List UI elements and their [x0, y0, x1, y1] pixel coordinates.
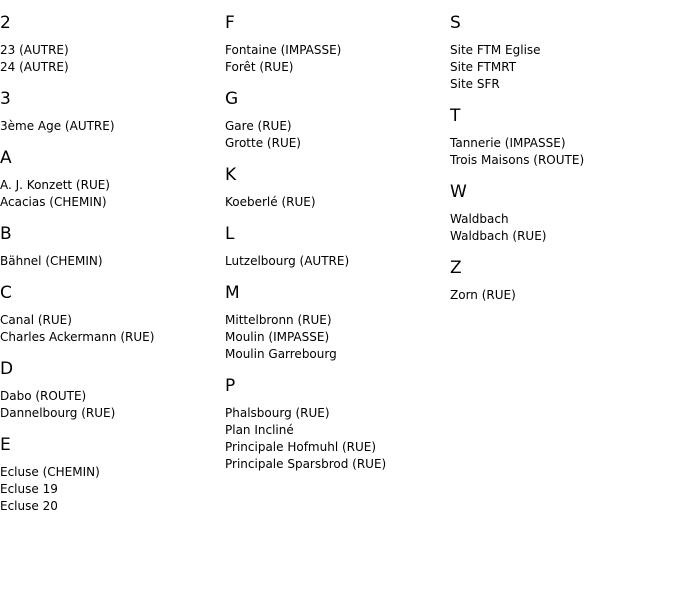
index-group-m: [225, 282, 445, 363]
street-entry[interactable]: Lutzelbourg (AUTRE): [225, 254, 350, 268]
street-entry[interactable]: Phalsbourg (RUE): [225, 406, 330, 420]
street-entry[interactable]: Ecluse (CHEMIN): [0, 465, 100, 479]
group-letter: M: [225, 283, 240, 303]
index-group-e: [0, 434, 220, 515]
group-letter: P: [225, 376, 236, 396]
group-letter: Z: [450, 258, 462, 278]
street-entry[interactable]: Trois Maisons (ROUTE): [450, 153, 585, 167]
street-entry[interactable]: Moulin Garrebourg: [225, 347, 337, 361]
entry-list: [0, 388, 220, 422]
entry-list: [0, 42, 220, 76]
entry-list: [0, 253, 220, 270]
index-group-s: [450, 12, 670, 93]
street-entry[interactable]: Fontaine (IMPASSE): [225, 43, 342, 57]
street-entry[interactable]: Ecluse 20: [0, 499, 58, 513]
group-letter: F: [225, 13, 235, 33]
street-entry[interactable]: Dannelbourg (RUE): [0, 406, 116, 420]
index-group-k: [225, 164, 445, 211]
index-column-3: [450, 12, 670, 304]
index-group-z: [450, 257, 670, 304]
street-entry[interactable]: Forêt (RUE): [225, 60, 294, 74]
street-entry[interactable]: Waldbach: [450, 212, 509, 226]
street-entry[interactable]: 23 (AUTRE): [0, 43, 69, 57]
group-letter: A: [0, 148, 12, 168]
entry-list: [0, 177, 220, 211]
street-entry[interactable]: Site FTM Eglise: [450, 43, 541, 57]
street-entry[interactable]: Koeberlé (RUE): [225, 195, 316, 209]
entry-list: [225, 253, 445, 270]
entry-list: [225, 312, 445, 363]
entry-list: [225, 118, 445, 152]
group-letter: C: [0, 283, 12, 303]
entry-list: [225, 194, 445, 211]
street-entry[interactable]: Charles Ackermann (RUE): [0, 330, 155, 344]
street-entry[interactable]: Ecluse 19: [0, 482, 58, 496]
index-group-d: [0, 358, 220, 422]
entry-list: [450, 135, 670, 169]
group-letter: 3: [0, 89, 11, 109]
index-group-2: [0, 12, 220, 76]
index-group-l: [225, 223, 445, 270]
group-letter: D: [0, 359, 14, 379]
group-letter: E: [0, 435, 11, 455]
street-entry[interactable]: Grotte (RUE): [225, 136, 301, 150]
street-entry[interactable]: A. J. Konzett (RUE): [0, 178, 110, 192]
street-entry[interactable]: Acacias (CHEMIN): [0, 195, 107, 209]
street-entry[interactable]: Principale Hofmuhl (RUE): [225, 440, 377, 454]
group-letter: B: [0, 224, 12, 244]
street-entry[interactable]: Dabo (ROUTE): [0, 389, 87, 403]
entry-list: [450, 287, 670, 304]
group-letter: G: [225, 89, 239, 109]
street-entry[interactable]: Site FTMRT: [450, 60, 517, 74]
index-group-a: [0, 147, 220, 211]
street-entry[interactable]: Waldbach (RUE): [450, 229, 547, 243]
group-letter: S: [450, 13, 461, 33]
entry-list: [0, 118, 220, 135]
street-entry[interactable]: Plan Incliné: [225, 423, 294, 437]
index-group-g: [225, 88, 445, 152]
street-entry[interactable]: Tannerie (IMPASSE): [450, 136, 566, 150]
index-group-b: [0, 223, 220, 270]
street-entry[interactable]: Moulin (IMPASSE): [225, 330, 330, 344]
entry-list: [0, 464, 220, 515]
index-column-1: [0, 12, 220, 515]
entry-list: [450, 211, 670, 245]
index-group-c: [0, 282, 220, 346]
group-letter: W: [450, 182, 467, 202]
street-entry[interactable]: Canal (RUE): [0, 313, 72, 327]
entry-list: [0, 312, 220, 346]
index-group-f: [225, 12, 445, 76]
index-group-3: [0, 88, 220, 135]
street-entry[interactable]: 24 (AUTRE): [0, 60, 69, 74]
street-entry[interactable]: Site SFR: [450, 77, 500, 91]
street-entry[interactable]: Mittelbronn (RUE): [225, 313, 332, 327]
street-entry[interactable]: Principale Sparsbrod (RUE): [225, 457, 387, 471]
street-entry[interactable]: Bähnel (CHEMIN): [0, 254, 103, 268]
index-column-2: [225, 12, 445, 473]
street-entry[interactable]: Zorn (RUE): [450, 288, 516, 302]
entry-list: [225, 42, 445, 76]
index-group-w: [450, 181, 670, 245]
entry-list: [225, 405, 445, 473]
entry-list: [450, 42, 670, 93]
index-group-t: [450, 105, 670, 169]
index-group-p: [225, 375, 445, 473]
group-letter: T: [450, 106, 461, 126]
street-entry[interactable]: Gare (RUE): [225, 119, 292, 133]
group-letter: K: [225, 165, 237, 185]
street-entry[interactable]: 3ème Age (AUTRE): [0, 119, 115, 133]
group-letter: L: [225, 224, 235, 244]
group-letter: 2: [0, 13, 11, 33]
